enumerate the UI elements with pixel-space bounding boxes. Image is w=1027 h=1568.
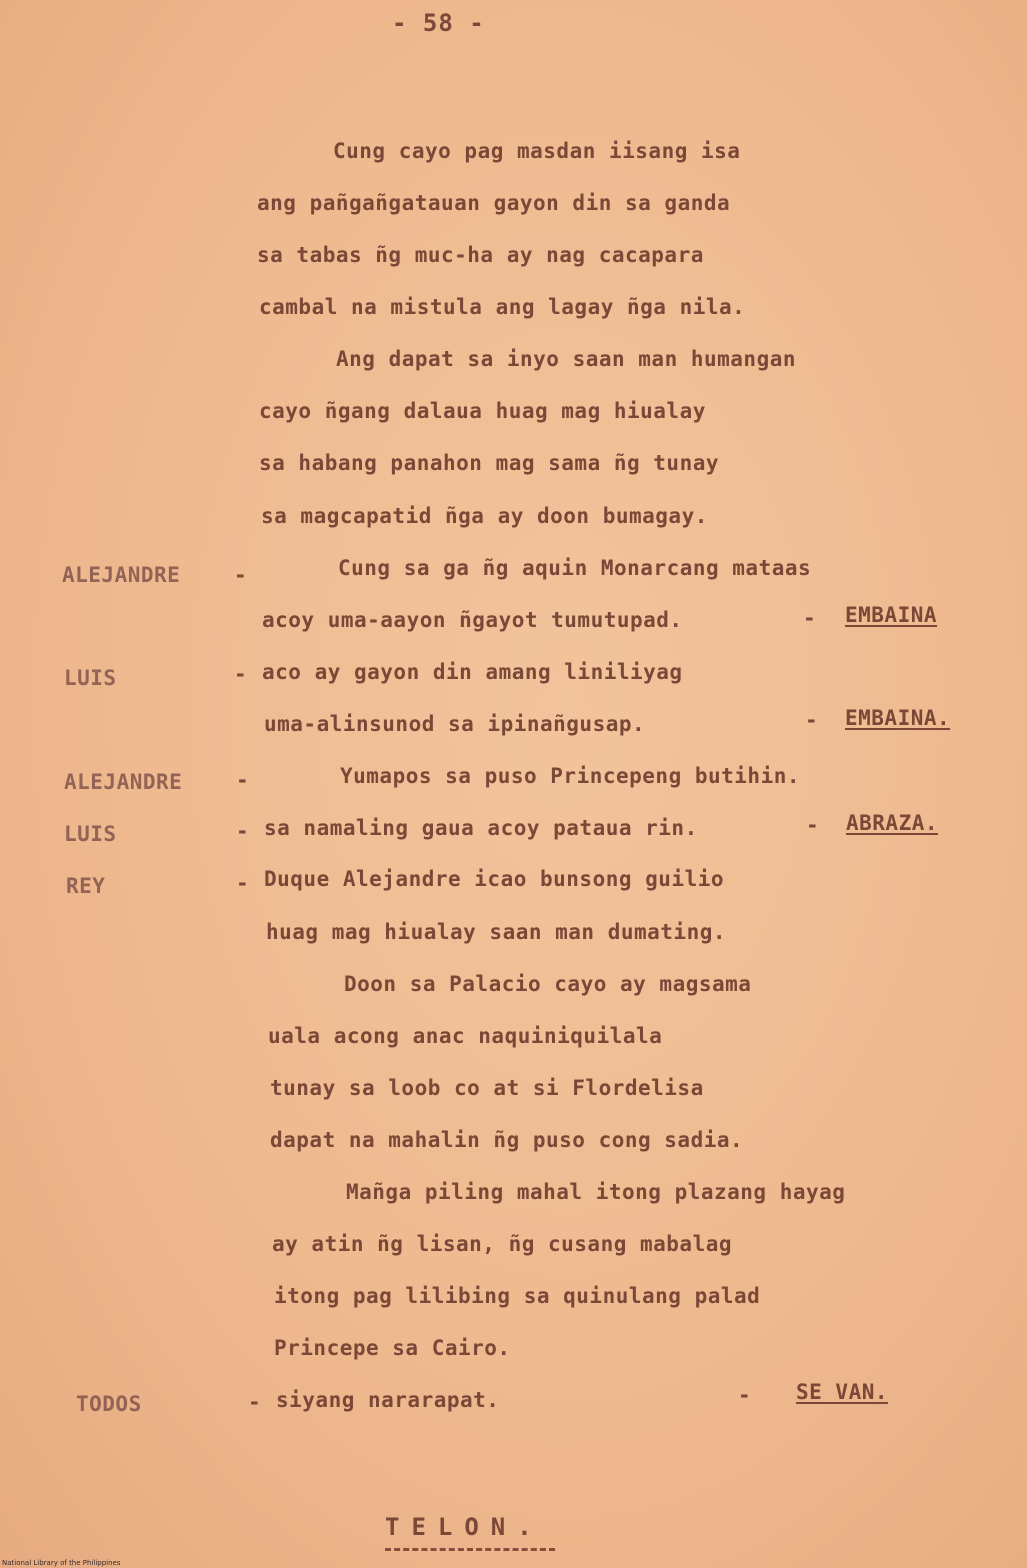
page-number: - 58 - — [392, 9, 485, 37]
speaker-name: REY — [66, 874, 106, 898]
stage-dash: - — [806, 813, 820, 837]
verse-line: Cung cayo pag masdan iisang isa — [333, 139, 741, 163]
speaker-dash: - — [236, 819, 250, 843]
footer-credit: National Library of the Philippines — [2, 1559, 121, 1567]
speaker-dash: - — [236, 871, 250, 895]
telon-underline — [385, 1548, 555, 1551]
verse-line: sa tabas ñg muc-ha ay nag cacapara — [257, 243, 704, 267]
speaker-name: LUIS — [64, 666, 117, 690]
verse-line: itong pag lilibing sa quinulang palad — [274, 1284, 761, 1308]
verse-line: ay atin ñg lisan, ñg cusang mabalag — [272, 1232, 733, 1256]
verse-line: sa magcapatid ñga ay doon bumagay. — [261, 504, 708, 528]
speaker-dash: - — [234, 662, 248, 686]
stage-direction: EMBAINA. — [845, 706, 951, 730]
verse-line: sa habang panahon mag sama ñg tunay — [259, 451, 720, 475]
closing-telon: TELON. — [385, 1513, 544, 1541]
speaker-dash: - — [248, 1390, 262, 1414]
verse-line: Princepe sa Cairo. — [274, 1336, 511, 1360]
verse-line: acoy uma-aayon ñgayot tumutupad. — [262, 608, 683, 632]
stage-direction: EMBAINA — [845, 603, 938, 627]
stage-direction: ABRAZA. — [846, 811, 939, 835]
speaker-name: TODOS — [76, 1392, 142, 1416]
verse-line: aco ay gayon din amang liniliyag — [262, 660, 683, 684]
verse-line: cambal na mistula ang lagay ñga nila. — [259, 295, 746, 319]
verse-line: ang pañgañgatauan gayon din sa ganda — [257, 191, 731, 215]
verse-line: sa namaling gaua acoy pataua rin. — [264, 816, 698, 840]
stage-dash: - — [738, 1383, 752, 1407]
verse-line: Yumapos sa puso Princepeng butihin. — [340, 764, 801, 788]
verse-line: Cung sa ga ñg aquin Monarcang mataas — [338, 556, 812, 580]
verse-line: cayo ñgang dalaua huag mag hiualay — [259, 399, 706, 423]
verse-line: Doon sa Palacio cayo ay magsama — [344, 972, 752, 996]
verse-line: Mañga piling mahal itong plazang hayag — [346, 1180, 846, 1204]
speaker-name: LUIS — [64, 822, 117, 846]
verse-line: dapat na mahalin ñg puso cong sadia. — [270, 1128, 744, 1152]
stage-dash: - — [803, 606, 817, 630]
verse-line: huag mag hiualay saan man dumating. — [266, 920, 727, 944]
speaker-name: ALEJANDRE — [64, 770, 183, 794]
verse-line: uala acong anac naquiniquilala — [268, 1024, 663, 1048]
verse-line: tunay sa loob co at si Flordelisa — [270, 1076, 704, 1100]
speaker-dash: - — [236, 768, 250, 792]
verse-line: siyang nararapat. — [276, 1388, 500, 1412]
verse-line: uma-alinsunod sa ipinañgusap. — [264, 712, 646, 736]
verse-line: Duque Alejandre icao bunsong guilio — [264, 867, 725, 891]
speaker-dash: - — [234, 563, 248, 587]
stage-dash: - — [805, 708, 819, 732]
verse-line: Ang dapat sa inyo saan man humangan — [336, 347, 797, 371]
stage-direction: SE VAN. — [796, 1380, 889, 1404]
speaker-name: ALEJANDRE — [62, 563, 181, 587]
